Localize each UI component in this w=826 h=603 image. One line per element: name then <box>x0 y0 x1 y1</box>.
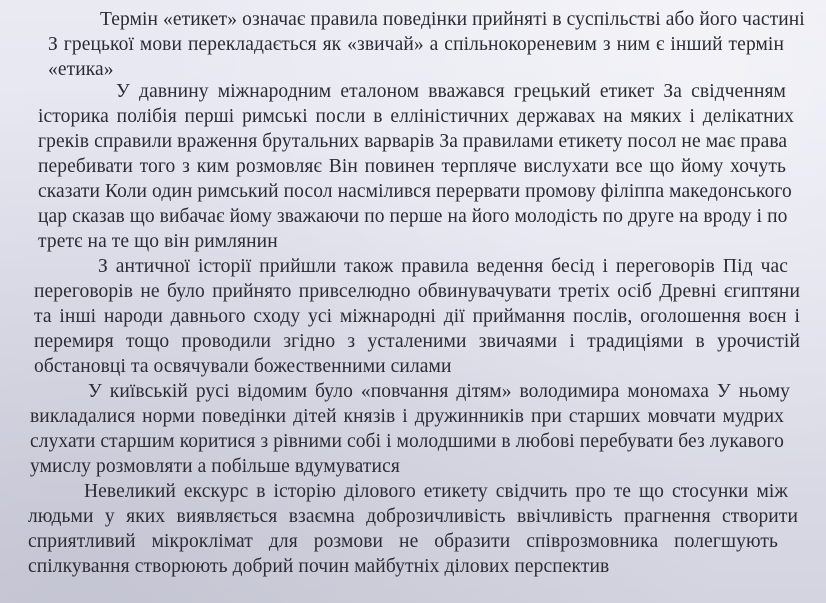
text-line-19: умислу розмовляти а побільше вдумуватися <box>30 456 400 477</box>
text-line-7: перебивати того з ким розмовляє Він повинен терпляче вислухати все що йому хочуть <box>38 156 786 177</box>
text-line-18: слухати старшим коритися з рівними собі і молодшими в любові перебувати без лукавого <box>30 431 784 452</box>
text-line-8: сказати Коли один римський посол насмілився перервати промову філіппа македонського <box>38 181 792 202</box>
text-line-23: спілкування створюють добрий почин майбутніх ділових перспектив <box>28 556 610 577</box>
text-line-20: Невеликий екскурс в історію ділового етикету свідчить про те що стосунки між <box>84 481 788 502</box>
text-line-4: У давнину міжнародним еталоном вважався грецький етикет За свідченням <box>116 81 786 102</box>
text-line-11: З античної історії прийшли також правила ведення бесід і переговорів Під час <box>98 256 788 277</box>
text-line-22: сприятливий мікроклімат для розмови не образити співрозмовника полегшують <box>28 531 778 552</box>
text-line-16: У київській русі відомим було «повчання дітям» володимира мономаха У ньому <box>88 381 790 402</box>
text-line-10: третє на те що він римлянин <box>38 231 278 252</box>
text-line-21: людьми у яких виявляється взаємна доброзичливість ввічливість прагнення створити <box>28 506 798 527</box>
text-line-12: переговорів не було прийнято привселюдно обвинувачувати третіх осіб Древні єгиптяни <box>34 281 800 302</box>
text-line-15: обстановці та освячували божественними силами <box>34 356 452 377</box>
text-line-17: викладалися норми поведінки дітей князів і дружинників при старших мовчати мудрих <box>30 406 784 427</box>
text-line-1: Термін «етикет» означає правила поведінки прийняті в суспільстві або його частині <box>100 9 805 30</box>
text-line-13: та інші народи давнього сходу усі міжнародні дії приймання послів, оголошення воєн і <box>34 306 800 327</box>
text-line-9: цар сказав що вибачає йому зважаючи по перше на його молодість по друге на вроду і по <box>38 206 788 227</box>
text-line-5: історика полібія перші римські посли в елліністичних державах на мяких і делікатних <box>38 106 794 127</box>
text-line-14: перемиря тощо проводили згідно з усталеними звичаями і традиціями в урочистій <box>34 331 800 352</box>
text-line-6: греків справили враження брутальних варварів За правилами етикету посол не має права <box>38 131 788 152</box>
text-line-3: «етика» <box>48 59 114 80</box>
text-line-2: З грецької мови перекладається як «звичай» а спільнокореневим з ним є інший термін <box>48 34 784 55</box>
